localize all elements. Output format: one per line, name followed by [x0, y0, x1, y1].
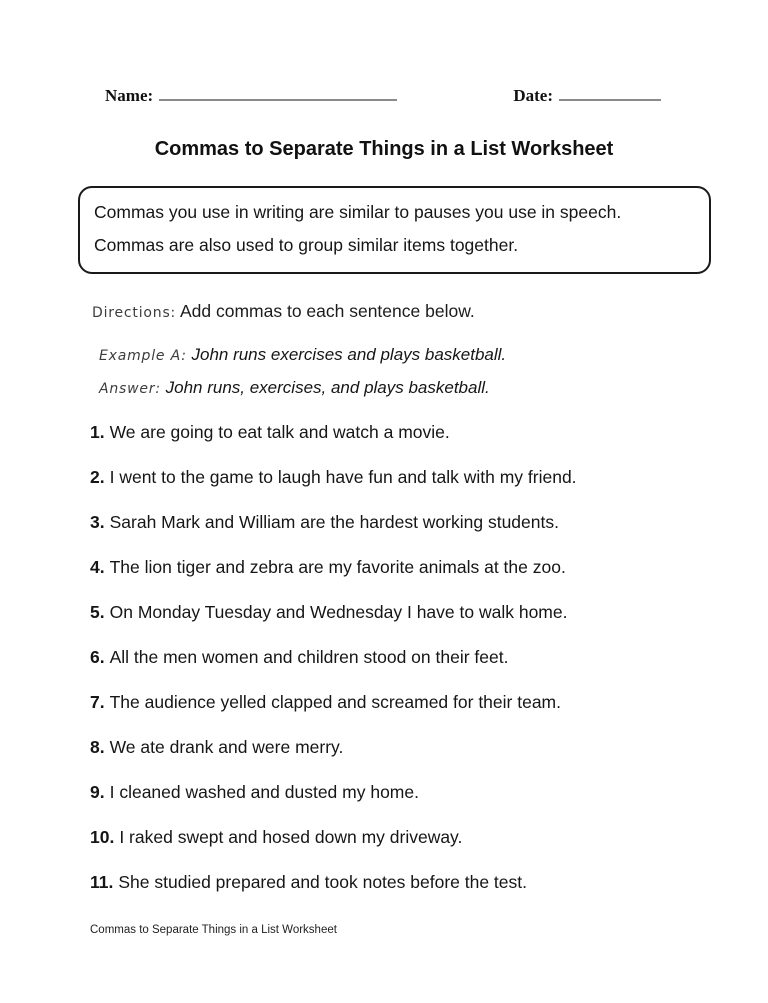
sentence-number: 7. [90, 692, 105, 712]
sentence-number: 11. [90, 872, 114, 892]
directions-text: Add commas to each sentence below. [179, 301, 475, 321]
sentence-text: She studied prepared and took notes before the test. [118, 872, 527, 892]
example-text: John runs exercises and plays basketball. [191, 345, 507, 364]
sentence-text: We ate drank and were merry. [109, 737, 344, 757]
sentence-number: 2. [90, 467, 105, 487]
sentence-item [90, 557, 768, 577]
sentence-item [90, 872, 768, 892]
sentence-item [90, 602, 768, 622]
answer-label: Answer: [99, 381, 161, 397]
example-block [99, 339, 768, 405]
sentence-item [90, 647, 768, 667]
name-fill-line[interactable] [159, 86, 397, 101]
sentence-number: 6. [90, 647, 105, 667]
answer-line [99, 372, 768, 405]
sentence-text: We are going to eat talk and watch a movie. [109, 422, 450, 442]
name-label: Name: [105, 86, 154, 105]
footer-title: Commas to Separate Things in a List Worksheet [90, 924, 337, 936]
sentence-item [90, 827, 768, 847]
sentence-list [90, 422, 768, 892]
date-label: Date: [513, 86, 553, 105]
sentence-number: 3. [90, 512, 105, 532]
date-fill-line[interactable] [559, 86, 661, 101]
sentence-item [90, 692, 768, 712]
sentence-number: 8. [90, 737, 105, 757]
directions-line [92, 301, 768, 322]
header-row [105, 86, 661, 106]
directions-label: Directions: [92, 305, 177, 321]
sentence-text: Sarah Mark and William are the hardest working students. [109, 512, 559, 532]
sentence-number: 10. [90, 827, 115, 847]
sentence-item [90, 782, 768, 802]
answer-text: John runs, exercises, and plays basketball. [165, 378, 490, 397]
intro-text: Commas you use in writing are similar to pauses you use in speech. Commas are also used to group similar items together. [94, 202, 622, 255]
name-field-group [105, 86, 397, 106]
sentence-text: All the men women and children stood on their feet. [109, 647, 509, 667]
example-line [99, 339, 768, 372]
sentence-text: I cleaned washed and dusted my home. [109, 782, 419, 802]
sentence-text: The audience yelled clapped and screamed for their team. [109, 692, 561, 712]
sentence-text: On Monday Tuesday and Wednesday I have to walk home. [109, 602, 568, 622]
page-title: Commas to Separate Things in a List Worksheet [154, 138, 614, 160]
intro-box [78, 186, 711, 274]
sentence-number: 1. [90, 422, 105, 442]
sentence-item [90, 512, 768, 532]
sentence-number: 5. [90, 602, 105, 622]
sentence-item [90, 422, 768, 442]
sentence-item [90, 467, 768, 487]
example-label: Example A: [99, 348, 187, 364]
sentence-text: I went to the game to laugh have fun and talk with my friend. [109, 467, 577, 487]
sentence-text: The lion tiger and zebra are my favorite animals at the zoo. [109, 557, 566, 577]
sentence-number: 4. [90, 557, 105, 577]
sentence-text: I raked swept and hosed down my driveway. [119, 827, 463, 847]
sentence-number: 9. [90, 782, 105, 802]
sentence-item [90, 737, 768, 757]
date-field-group [513, 86, 661, 106]
